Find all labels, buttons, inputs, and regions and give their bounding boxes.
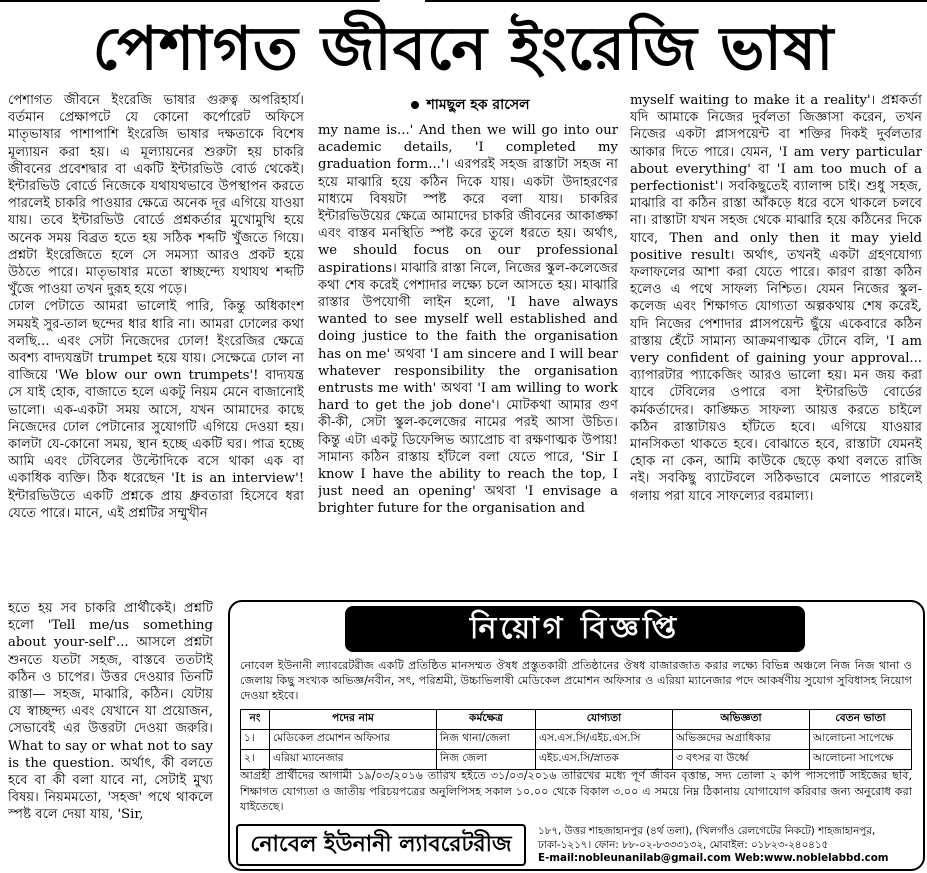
vacancy-table bbox=[240, 709, 912, 770]
cell-experience: অভিজ্ঞদের অগ্রাধিকার bbox=[673, 730, 810, 750]
cell-qualification: এস.এস.সি/এইচ.এস.সি bbox=[536, 730, 673, 750]
paragraph: my name is...' And then we will go into our academic details, 'I completed my graduation form...'। এরপরই সহজ রাস্তাটা সহজ না হয়ে মাঝারি হয়ে কঠিন দিকে যায়। একটা উদাহরণের মাধ্যমে বিষয়টা স্পষ্ট করে বলা যায়। চাকরির ইন্টারভিউয়ের ক্ষেত্রে আমাদের চাকরি জীবনের আকাঙ্ক্ষা এবং বাস্তব মনস্থিতি স্পষ্ট করে তুলে ধরতে হয়। অর্থাৎ, we should focus on our professional aspirations। মাঝারি রাস্তা নিলে, নিজের স্কুল-কলেজের কথা শেষ করেই পেশাদার লক্ষ্যে চলে আসতে হয়। মাঝারি রাস্তার উপযোগী লাইন হলো, 'I have always wanted to see myself well established and doing justice to the faith the organisation has on me' অথবা 'I am sincere and I will bear whatever responsibility the organisation entrusts me with' অথবা 'I am willing to work hard to get the job done'। মোটকথা আমার গুণ কী-কী, সেটা স্কুল-কলেজের নামের পরই আসা উচিত। কিন্তু এটা একটু ডিফেন্সিভ অ্যাপ্রোচ বা রক্ষণাত্মক উপায়! সামান্য কঠিন রাস্তায় হাঁটলে বলা যেতে পারে, 'Sir I know I have the ability to reach the top, I just need an opening' অথবা 'I envisage a brighter future for the organisation and bbox=[318, 123, 618, 517]
paragraph: myself waiting to make it a reality'। প্রশ্নকর্তা যদি আমাকে নিজের দুর্বলতা জিজ্ঞাসা করেন, তখন নিজের একটা প্লাসপয়েন্ট বা শক্তির দিকই দুর্বলতার আকার দিতে পারে। যেমন, 'I am very particular about everything' বা 'I am too much of a perfectionist'। সবকিছুতেই ব্যালান্স চাই। শুধু সহজ, মাঝারি বা কঠিন রাস্তা আঁকড়ে ধরে বসে থাকলে চলবে না। রাস্তাটা যখন সহজ থেকে মাঝারি হয়ে কঠিনের দিকে যাবে, Then and only then it may yield positive result। অর্থাৎ, তখনই একটা গ্রহণযোগ্য ফলাফলের আশা করা যেতে পারে। কারণ রাস্তা কঠিন হলেও এ পথে সাফল্য নিশ্চিত। যেমন নিজের স্কুল-কলেজ এবং শিক্ষাগত যোগ্যতা অল্পকথায় শেষ করেই, যদি নিজের পেশাদার প্লাসপয়েন্ট ছুঁয়ে একেবারে কঠিন রাস্তায় হেঁটে সামান্য আক্রমণাত্মক টোনে বলি, 'I am very confident of gaining your approval... ব্যাপারটার প্যাকেজিং আরও ভালো হয়। মন জয় করা যাবে টেবিলের ওপারে বসা ইন্টারভিউ বোর্ডের কর্মকর্তাদের। কাঙ্ক্ষিত সাফল্য আয়ত্ত করতে চাইলে কঠিন রাস্তাটায়ও হাঁটতে হবে। এগিয়ে যাওয়ার মানসিকতা থাকতে হবে। বোঝাতে হবে, রাস্তাটা যেমনই হোক না কেন, আমি কাউকে ছেড়ে কথা বলতে রাজি নই। সবকিছু ব্যাটেবলে সঠিকভাবে মেলাতে পারলেই গলায় পরা যাবে সাফল্যের বরমাল্য। bbox=[630, 93, 922, 504]
article-column-1 bbox=[8, 92, 304, 600]
company-address-block bbox=[538, 825, 918, 866]
article-column-3 bbox=[630, 92, 922, 588]
paragraph: ঢোল পেটাতে আমরা ভালোই পারি, কিন্তু অধিকাংশ সময়ই সুর-তাল ছন্দের ধার ধারি না। আমরা ঢোলের কথা বলছি... এবং সেটা নিজেদের ঢোল! ইংরেজির ক্ষেত্রে অবশ্য বাদ্যযন্ত্রটা trumpet হয়ে যায়। সেক্ষেত্রে ঢোল না বাজিয়ে 'We blow our own trumpets'! বাদ্যযন্ত্র সে যাই হোক, বাজাতে হলে একটু নিয়ম মেনে বাজানোই ভালো। এক-একটা সময় আসে, যখন আমাদের কাছে নিজেদের ঢোল পেটানোর সুযোগটি এগিয়ে দেওয়া হয়। কালটা যে-কোনো সময়, স্থান হচ্ছে একটি ঘর। পাত্র হচ্ছে আমি এবং টেবিলের উল্টোদিকে বসে থাকা এক বা একাধিক ব্যক্তি। ঠিক ধরেছেন 'It is an interview'! ইন্টারভিউতে একটি প্রশ্নকে প্রায় ধ্রুবতারা হিসেবে ধরা যেতে পারে। মানে, এই প্রশ্নটির সম্মুখীন bbox=[8, 299, 304, 521]
header-qualification: যোগ্যতা bbox=[536, 710, 673, 730]
ad-intro: নোবেল ইউনানী ল্যাবরেটরীজ একটি প্রতিষ্ঠিত মানসম্মত ঔষধ প্রস্তুতকারী প্রতিষ্ঠানের ঔষধ বাজারজাত করার লক্ষ্যে বিভিন্ন অঞ্চলে নিজ নিজ থানা ও জেলায় কিছু সংখ্যক অভিজ্ঞ/নবীন, সৎ, পরিশ্রমী, উচ্চাভিলাষী মেডিকেল প্রমোশন অফিসার ও এরিয়া ম্যানেজার পদে আকর্ষণীয় সুযোগ সুবিধাসহ নিয়োগ দেওয়া হইবে। bbox=[240, 659, 912, 702]
table-row bbox=[241, 750, 912, 770]
job-advertisement bbox=[228, 600, 925, 871]
bullet-icon bbox=[411, 101, 419, 109]
cell-serial: ২। bbox=[241, 750, 270, 770]
author-name: শামছুল হক রাসেল bbox=[426, 97, 530, 113]
header-position: পদের নাম bbox=[270, 710, 437, 730]
cell-serial: ১। bbox=[241, 730, 270, 750]
company-contact: E-mail:nobleunanilab@gmail.com Web:www.noblelabbd.com bbox=[538, 852, 889, 864]
ad-footer bbox=[236, 824, 919, 866]
ad-instructions: আগ্রহী প্রার্থীদের আগামী ১৯/০৩/২০১৬ তারিখ হইতে ৩১/০৩/২০১৬ তারিখের মধ্যে পূর্ণ জীবন বৃত্তান্ত, সদ্য তোলা ২ কপি পাসপোর্ট সাইজের ছবি, শিক্ষাগত যোগ্যতা ও জাতীয় পরিচয়পত্রের অনুলিপিসহ সকাল ১০.০০ থেকে বিকাল ৩.০০ এ সময়ে নিম্ন ঠিকানায় যোগাযোগ করিবার জন্য অনুরোধ করা যাইতেছে। bbox=[240, 769, 912, 813]
header-salary: বেতন ভাতা bbox=[810, 710, 912, 730]
cell-position: মেডিকেল প্রমোশন অফিসার bbox=[270, 730, 437, 750]
company-address: ১৮৭, উত্তর শাহজাহানপুর (৪র্থ তলা), (খিলগাঁও রেলগেটের নিকটে) শাহজাহানপুর, ঢাকা-১২১৭। ফোন: ৮৮-০২-৮৩৩৩১৩২, মোবাইল: ০১৮২৩-২৪০৪১৫ bbox=[538, 825, 876, 851]
cell-workplace: নিজ জেলা bbox=[437, 750, 536, 770]
cell-qualification: এইচ.এস.সি/স্নাতক bbox=[536, 750, 673, 770]
article-column-1-continued bbox=[8, 600, 213, 873]
cell-workplace: নিজ থানা/জেলা bbox=[437, 730, 536, 750]
table-row bbox=[241, 730, 912, 750]
byline bbox=[330, 93, 610, 117]
header-serial: নং bbox=[241, 710, 270, 730]
header-experience: অভিজ্ঞতা bbox=[673, 710, 810, 730]
paragraph: হতে হয় সব চাকরি প্রার্থীকেই। প্রশ্নটি হলো 'Tell me/us something about your-self'... আসলে প্রশ্নটা শুনতে যতটা সহজ, বাস্তবে ততটাই কঠিন ও চাপের। উত্তর দেওয়ার তিনটি রাস্তা— সহজ, মাঝারি, কঠিন। যেটায় যে স্বাচ্ছন্দ্য এবং যেখানে যা প্রয়োজন, সেভাবেই এর উত্তরটা দেওয়া জরুরি। What to say or what not to say is the question. অর্থাৎ, কী বলতে হবে বা কী বলা যাবে না, সেটাই মুখ্য বিষয়। নিয়মমতো, 'সহজ' পথে থাকলে স্পষ্ট বলে দেয়া যায়, 'Sir, bbox=[8, 601, 213, 823]
cell-experience: ৩ বৎসর বা উর্ধ্বে bbox=[673, 750, 810, 770]
headline: পেশাগত জীবনে ইংরেজি ভাষা bbox=[92, 14, 835, 84]
ad-title: নিয়োগ বিজ্ঞপ্তি bbox=[345, 606, 805, 652]
table-header-row bbox=[241, 710, 912, 730]
header-workplace: কর্মক্ষেত্র bbox=[437, 710, 536, 730]
article-column-2 bbox=[318, 122, 618, 600]
cell-salary: আলোচনা সাপেক্ষে bbox=[810, 750, 912, 770]
company-logo: নোবেল ইউনানী ল্যাবরেটরীজ bbox=[236, 824, 526, 866]
cell-salary: আলোচনা সাপেক্ষে bbox=[810, 730, 912, 750]
cell-position: এরিয়া ম্যানেজার bbox=[270, 750, 437, 770]
paragraph: পেশাগত জীবনে ইংরেজি ভাষার গুরুত্ব অপরিহার্য। বর্তমান প্রেক্ষাপটে যে কোনো কর্পোরেট অফিসে মাতৃভাষার পাশাপাশি ইংরেজি ভাষার দক্ষতাকে বিশেষ মূল্যায়ন করা হয়। এ মূল্যায়নের শুরুটা হয় চাকরি জীবনের প্রবেশদ্বার বা একটি ইন্টারভিউ বোর্ড থেকেই। ইন্টারভিউ বোর্ডে নিজেকে যথাযথভাবে উপস্থাপন করতে পারলেই চাকরি পাওয়ার ক্ষেত্রে অনেক দূর এগিয়ে যাওয়া যায়। তবে ইন্টারভিউ বোর্ডে প্রশ্নকর্তার মুখোমুখি হয়ে অনেক সময় বিব্রত হতে হয় সঠিক শব্দটি খুঁজতে গিয়ে। প্রশ্নটা ইংরেজিতে হলে সে সমস্যা আরও প্রকট হয়ে উঠতে পারে। মাতৃভাষার মতো স্বাচ্ছন্দ্যে যথাযথ শব্দটি খুঁজে পাওয়া তখন দুরূহ হয়ে পড়ে। bbox=[8, 93, 304, 298]
